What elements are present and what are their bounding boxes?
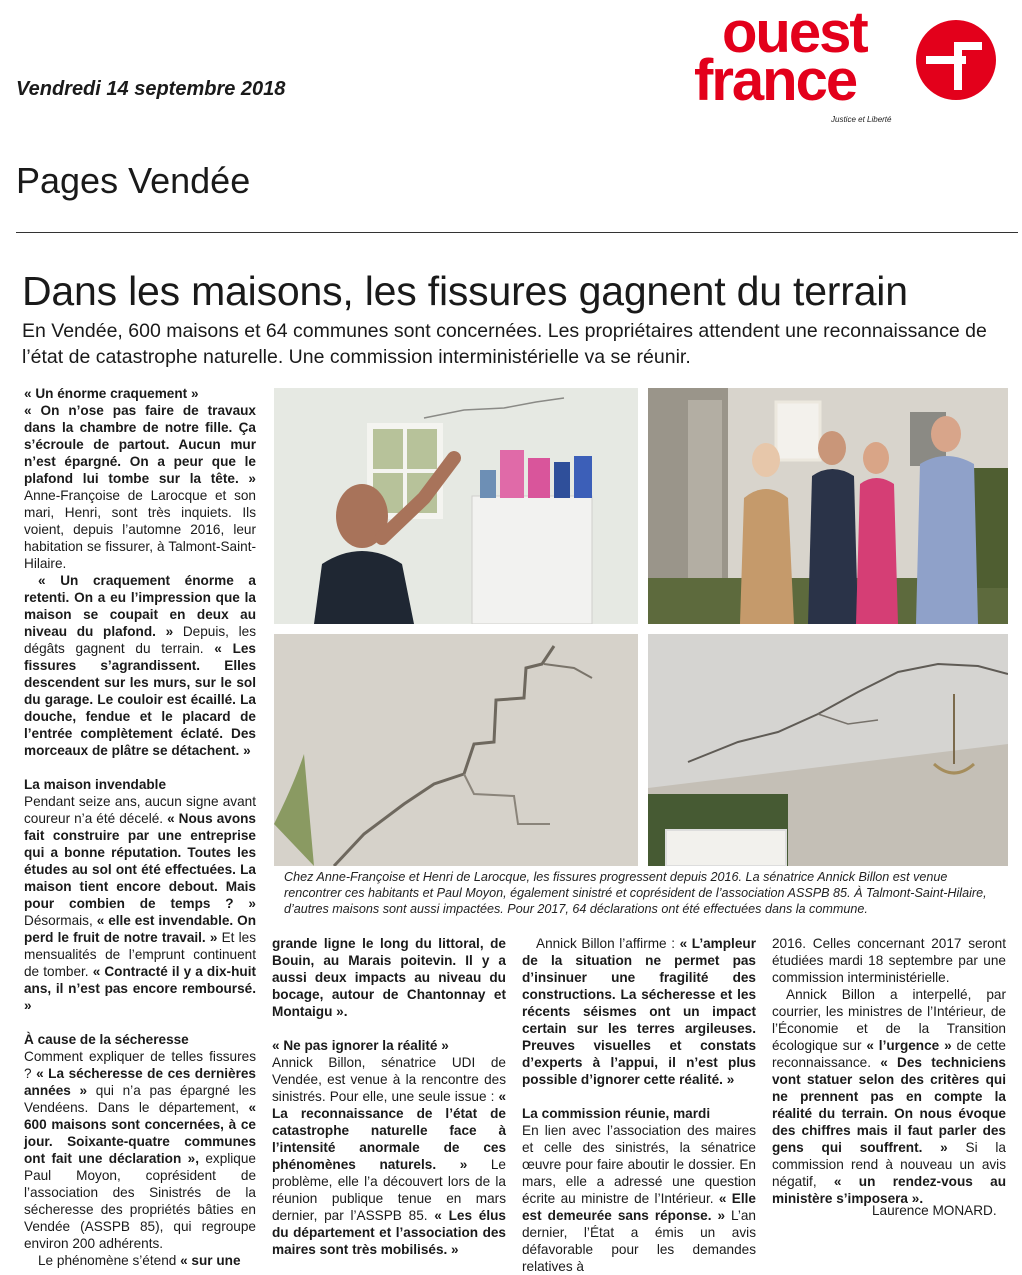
photo-man-pointing-at-crack xyxy=(274,388,638,624)
paragraph: Le phénomène s’étend « sur une xyxy=(38,1253,241,1268)
paragraph: « On n’ose pas faire de travaux dans la chambre de notre fille. Ça s’écroule de partout. Aucun mur n’est épargné. On a peur que le plafond lui tombe sur la tête. » Anne-Françoise de Larocque et son mari, Henri, sont très inquiets. Ils voient, depuis l’automne 2016, leur habitation se fissurer, à Talmont-Saint-Hilaire. xyxy=(24,403,256,571)
paragraph: « Un craquement énorme a retenti. On a eu l’impression que la maison se coupait en deux au niveau du plafond. » Depuis, les dégâts gagnent du terrain. « Les fissures s’agrandissent. Elles descendent sur les murs, sur le sol du garage. Le couloir est écaillé. La douche, fendue et le placard de l’entrée complètement éclaté. Des morceaux de plâtre se détachent. » xyxy=(24,573,256,758)
paragraph: Annick Billon l’affirme : « L’ampleur de la situation ne permet pas d’insinuer une fragilité des constructions. La sécheresse et les récents séismes ont un impact certain sur les terres argileuses. Preuves visuelles et constats d’experts à l’appui, il n’est plus possible d’ignorer cette réalité. » xyxy=(522,936,756,1087)
subheading: La commission réunie, mardi xyxy=(522,1106,711,1121)
article-column-3 xyxy=(522,935,756,1275)
subheading: La maison invendable xyxy=(24,777,167,792)
author-signature: Laurence MONARD. xyxy=(872,1203,997,1218)
subheading: « Un énorme craquement » xyxy=(24,386,199,401)
paragraph: En lien avec l’association des maires et celle des sinistrés, la sénatrice œuvre pour faire aboutir le dossier. En mars, elle a adressé une question écrite au ministre de l’Intérieur. « Elle est demeurée sans réponse. » L’an dernier, l’État a émis un avis défavorable pour les demandes relatives à xyxy=(522,1123,756,1274)
logo-word-france: france xyxy=(694,48,857,113)
paragraph: Comment expliquer de telles fissures ? « La sécheresse de ces dernières années » qui n’a pas épargné les Vendéens. Dans le département, « 600 maisons sont concernées, à ce jour. Soixante-quatre communes ont fait une déclaration », explique Paul Moyon, coprésident de l’association des Sinistrés de la sécheresse des propriétés bâties en Vendée (ASSPB 85), qui regroupe environ 200 adhérents. xyxy=(24,1049,257,1251)
photo-caption: Chez Anne-Françoise et Henri de Larocque, les fissures progressent depuis 2016. La sénatrice Annick Billon est venue rencontrer ces habitants et Paul Moyon, également sinistré et coprésident de l’association ASSPB 85. À Talmont-Saint-Hilaire, d’autres maisons sont aussi impactées. Pour 2017, 64 déclarations ont été effectuées dans la commune. xyxy=(284,870,987,916)
subheading: À cause de la sécheresse xyxy=(24,1032,189,1047)
subheading: « Ne pas ignorer la réalité » xyxy=(272,1038,449,1053)
paragraph: 2016. Celles concernant 2017 seront étudiées mardi 18 septembre par une commission interministérielle. xyxy=(772,936,1006,985)
article-column-4 xyxy=(772,935,1006,1207)
section-title: Pages Vendée xyxy=(16,160,251,201)
paragraph: Pendant seize ans, aucun signe avant coureur n’a été décelé. « Nous avons fait construire par une entreprise qui a bonne réputation. Toutes les études au sol ont été effectuées. La maison tient encore debout. Mais pour combien de temps ? » Désormais, « elle est invendable. On perd le fruit de notre travail. » Et les mensualités de l’emprunt continuent de tomber. « Contracté il y a dix-huit ans, il n’est pas encore remboursé. » xyxy=(24,794,257,1013)
article-column-1 xyxy=(24,385,256,1269)
paragraph: Annick Billon a interpellé, par courrier, les ministres de l’Intérieur, de l’Économie et de la Transition écologique sur « l’urgence » de cette reconnaissance. « Des techniciens vont statuer selon des critères qui ne prennent pas en compte la réalité du terrain. On nous évoque des chiffres mais il faut parler des gens qui souffrent. » Si la commission rend à nouveau un avis négatif, « un rendez-vous au ministère s’imposera ». xyxy=(772,987,1006,1206)
logo-tagline: Justice et Liberté xyxy=(831,115,892,124)
publication-date: Vendredi 14 septembre 2018 xyxy=(16,78,286,100)
article-standfirst: En Vendée, 600 maisons et 64 communes sont concernées. Les propriétaires attendent une reconnaissance de l’état de catastrophe naturelle. Une commission interministérielle va se réunir. xyxy=(22,320,987,368)
section-divider xyxy=(16,232,1018,233)
ouest-france-logo xyxy=(694,0,1004,124)
article-column-2 xyxy=(272,935,506,1258)
paragraph: Annick Billon, sénatrice UDI de Vendée, est venue à la rencontre des sinistrés. Pour elle, une seule issue : « La reconnaissance de l’état de catastrophe naturelle face à l’intensité anormale de ces phénomènes naturels. » Le problème, elle l’a découvert lors de la réunion publique tenue en mars dernier, par l’ASSPB 85. « Les élus du département et l’association des maires sont très mobilisés. » xyxy=(272,1055,506,1257)
logo-circle-icon xyxy=(916,20,996,100)
paragraph: grande ligne le long du littoral, de Bouin, au Marais poitevin. Il y a aussi deux impacts au niveau du bocage, autour de Chantonnay et Montaigu ». xyxy=(272,936,506,1019)
photo-stepped-crack-in-wall xyxy=(274,634,638,866)
photo-cracked-ceiling xyxy=(648,634,1008,866)
photo-four-people-outside-house xyxy=(648,388,1008,624)
logo-word-ouest: ouest xyxy=(722,0,867,65)
article-headline: Dans les maisons, les fissures gagnent du terrain xyxy=(22,268,908,314)
